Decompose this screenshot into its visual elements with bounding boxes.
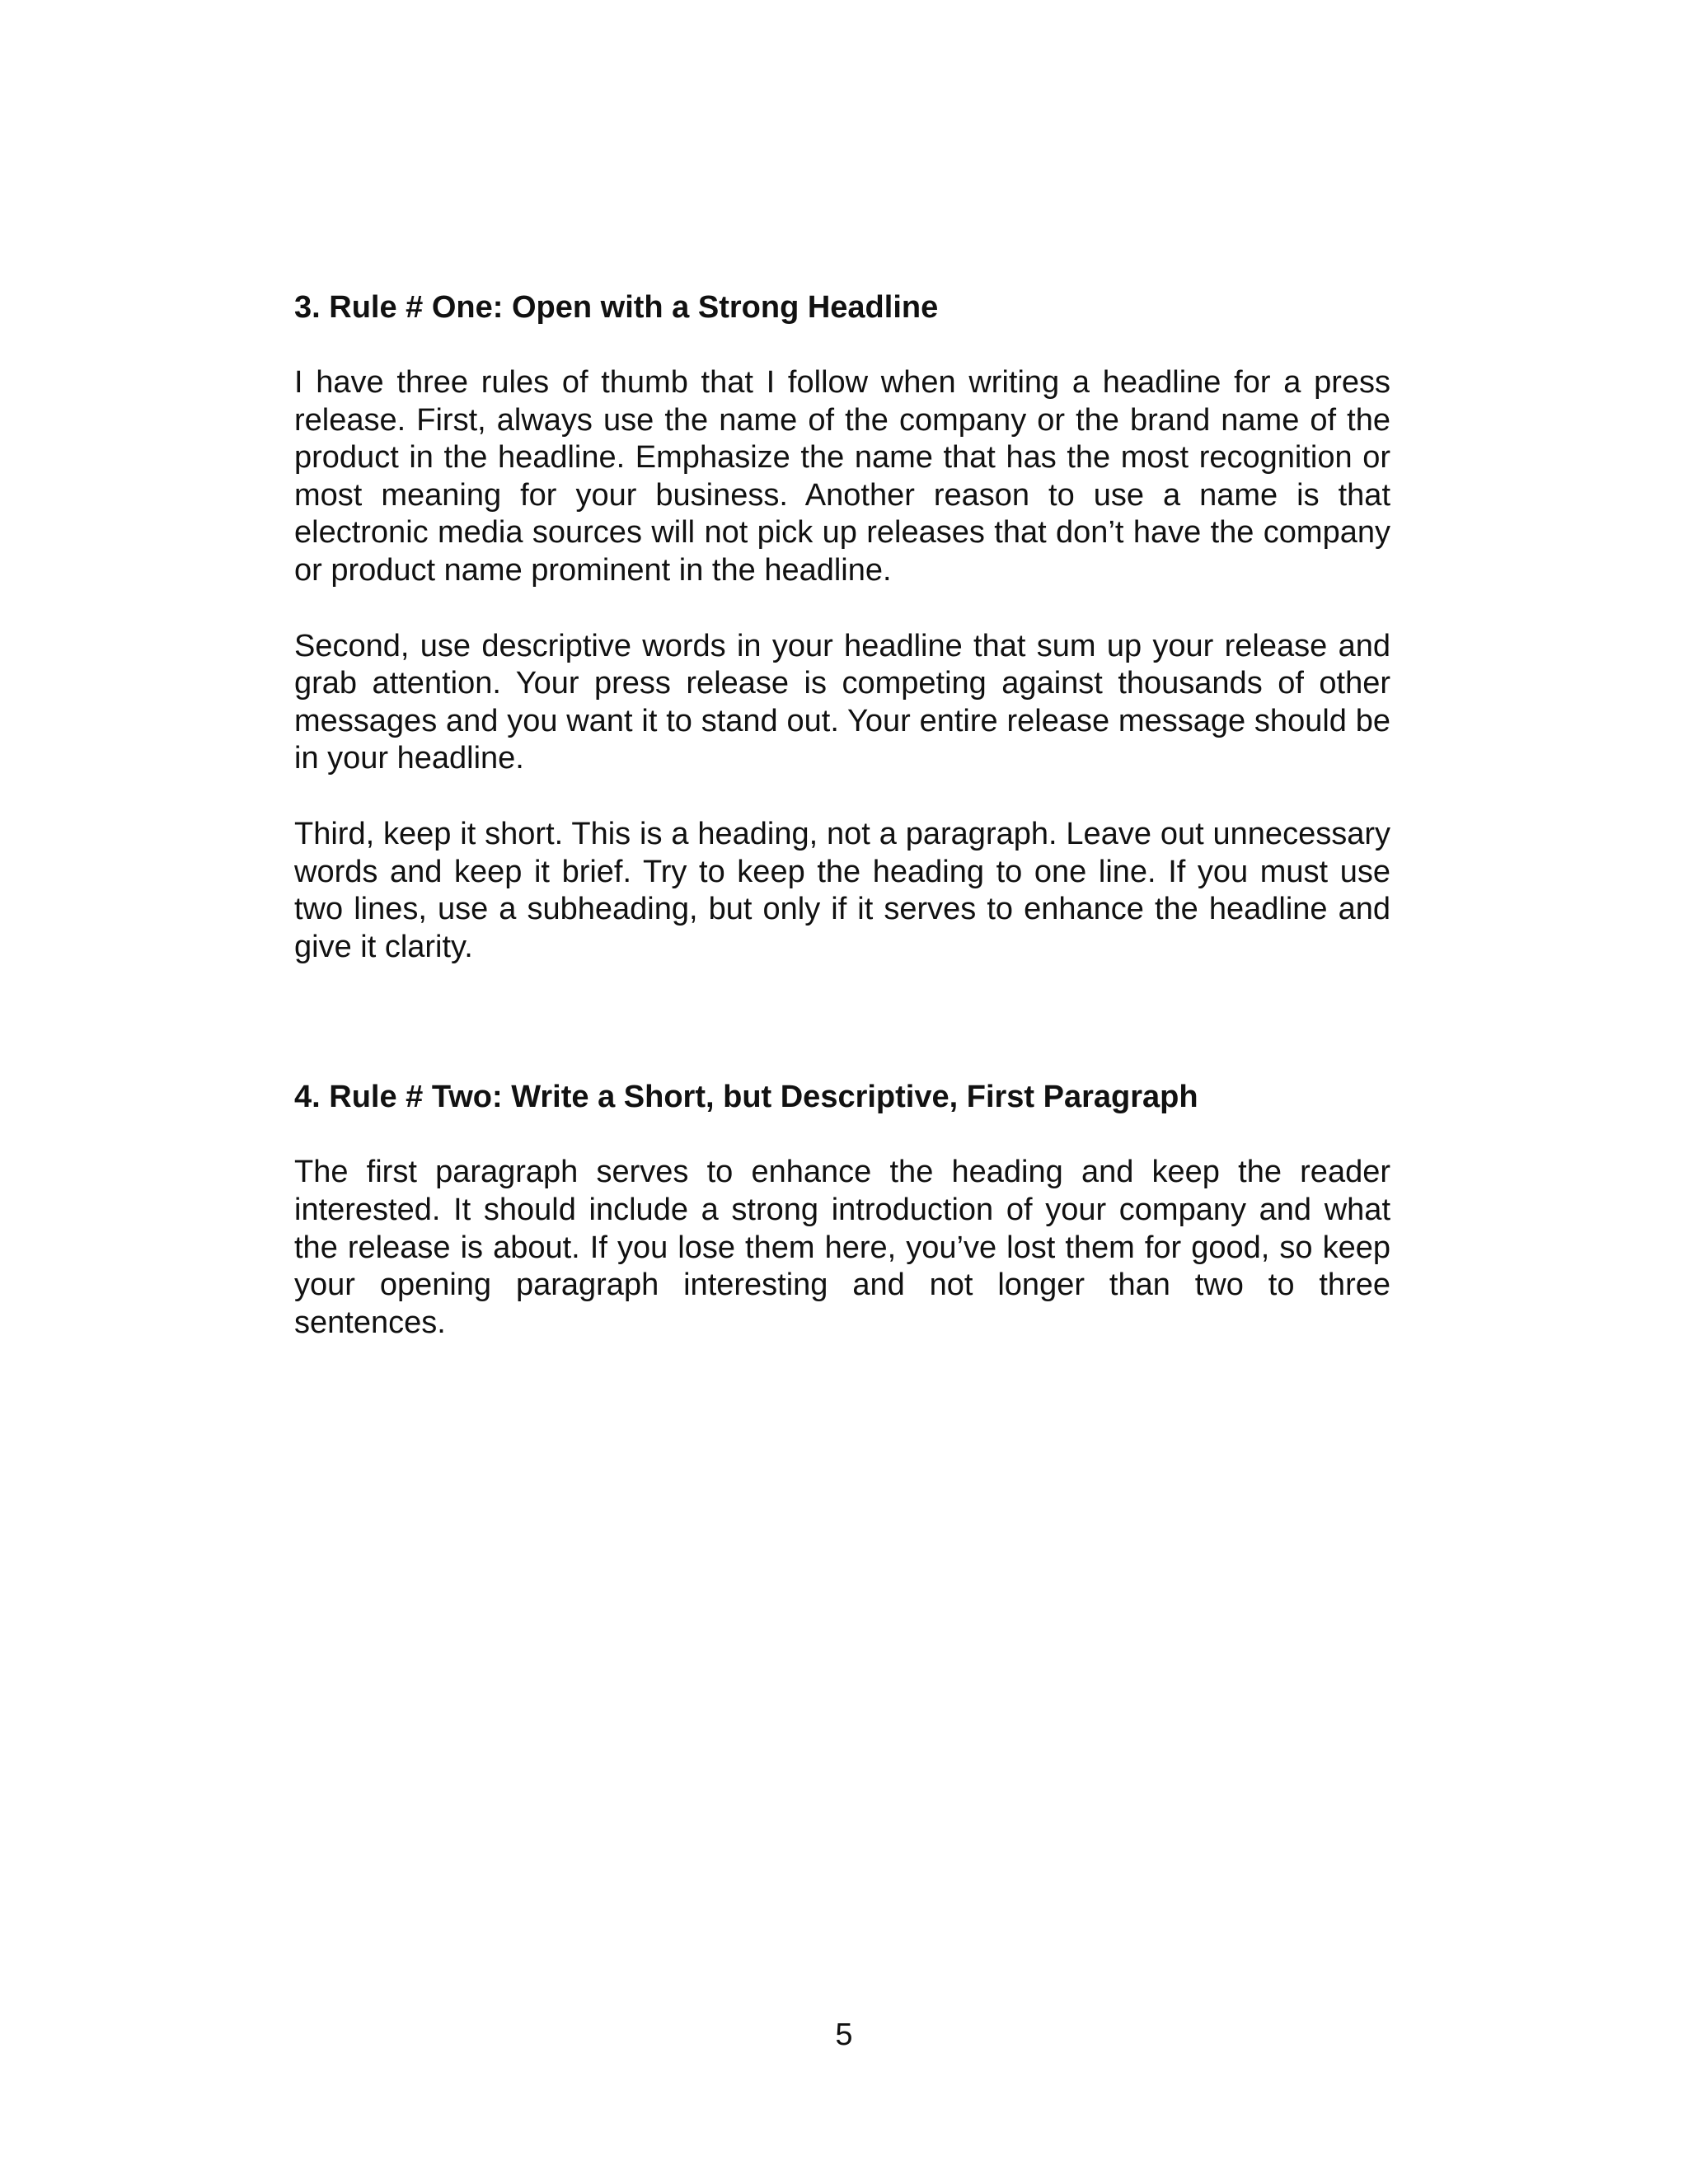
page-content: [294, 288, 1390, 1342]
section-heading-rule-two: 4. Rule # Two: Write a Short, but Descriptive, First Paragraph: [294, 1080, 1198, 1115]
paragraph-keep-it-short: Third, keep it short. This is a heading, not a paragraph. Leave out unnecessary words and keep it brief. Try to keep the heading to one line. If you must use two lines, use a subheading, but only if it serves to enhance the headline and give it clarity.: [294, 816, 1390, 964]
page-number: 5: [835, 2018, 853, 2052]
paragraph-descriptive-words: Second, use descriptive words in your headline that sum up your release and grab attention. Your press release is competing against thousands of other messages and you want it to stand out. Your entire release message should be in your headline.: [294, 628, 1390, 776]
section-heading-rule-one: 3. Rule # One: Open with a Strong Headline: [294, 290, 939, 325]
paragraph-headline-rules: I have three rules of thumb that I follow when writing a headline for a press release. First, always use the name of the company or the brand name of the product in the headline. Emphasize the name that has the most recognition or most meaning for your business. Another reason to use a name is that electronic media sources will not pick up releases that don’t have the company or product name prominent in the headline.: [294, 365, 1390, 588]
paragraph-first-paragraph: The first paragraph serves to enhance the heading and keep the reader interested. It should include a strong introduction of your company and what the release is about. If you lose them here, you’ve lost them for good, so keep your opening paragraph interesting and not longer than two to three sentences.: [294, 1155, 1390, 1340]
